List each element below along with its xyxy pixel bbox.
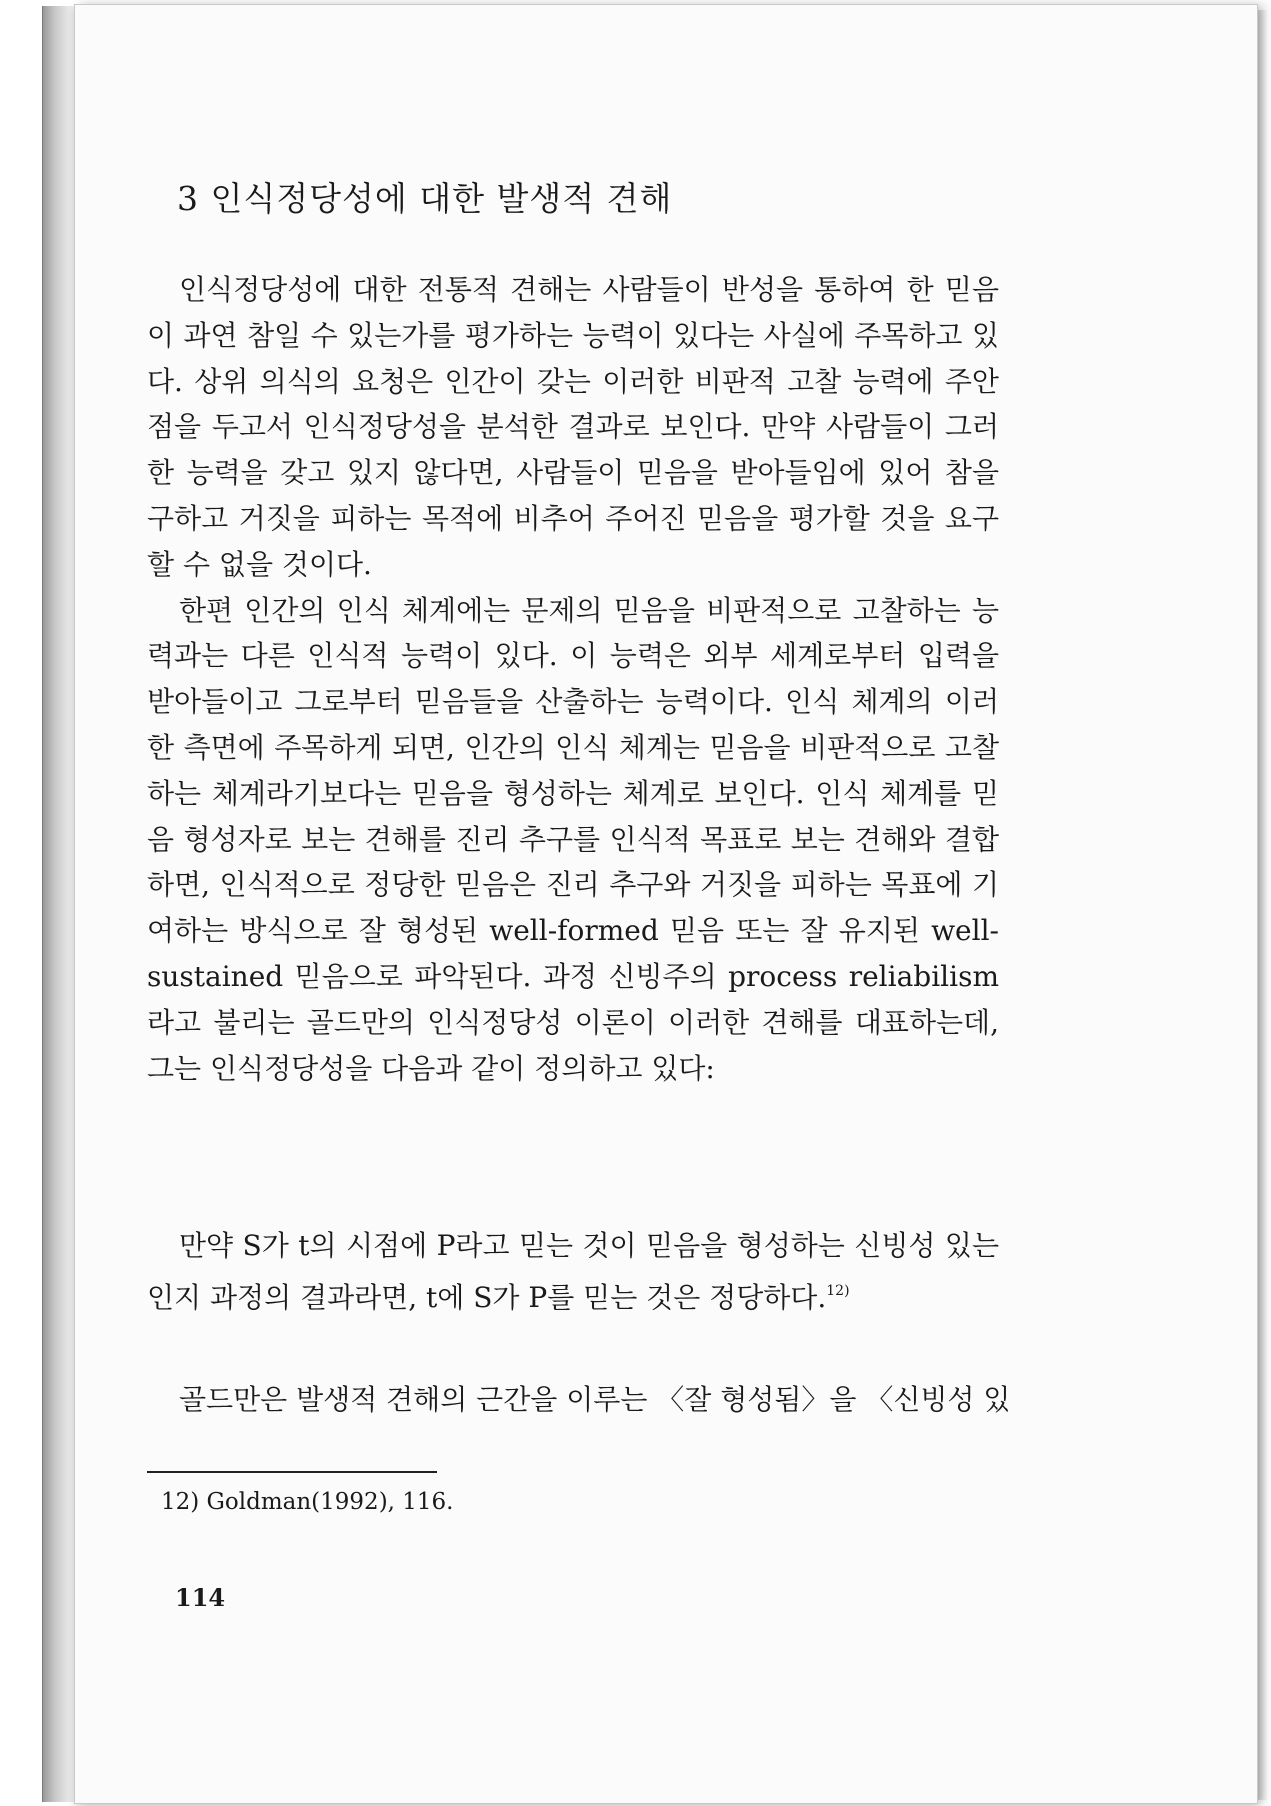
footnote: 12) Goldman(1992), 116. bbox=[161, 1489, 454, 1515]
footnote-divider bbox=[147, 1471, 437, 1473]
book-spine-edge bbox=[42, 6, 77, 1802]
paragraph-3: 골드만은 발생적 견해의 근간을 이루는 〈잘 형성됨〉을 〈신빙성 있 bbox=[179, 1383, 1011, 1416]
page-number: 114 bbox=[175, 1583, 226, 1612]
quote-text: 만약 S가 t의 시점에 P라고 믿는 것이 믿음을 형성하는 신빙성 있는 인지 과정의 결과라면, t에 S가 P를 믿는 것은 정당하다. bbox=[147, 1229, 999, 1314]
block-quote bbox=[147, 1223, 999, 1321]
paragraph-1: 인식정당성에 대한 전통적 견해는 사람들이 반성을 통하여 한 믿음이 과연 참일 수 있는가를 평가하는 능력이 있다는 사실에 주목하고 있다. 상위 의식의 요청은 인간이 갖는 이러한 비판적 고찰 능력에 주안점을 두고서 인식정당성을 분석한 결과로 보인다. 만약 사람들이 그러한 능력을 갖고 있지 않다면, 사람들이 믿음을 받아들임에 있어 참을 구하고 거짓을 피하는 목적에 비추어 주어진 믿음을 평가할 것을 요구할 수 없을 것이다. bbox=[147, 273, 999, 581]
section-title: 3 인식정당성에 대한 발생적 견해 bbox=[177, 179, 673, 218]
body-text bbox=[147, 267, 999, 1091]
paragraph-2: 한편 인간의 인식 체계에는 문제의 믿음을 비판적으로 고찰하는 능력과는 다른 인식적 능력이 있다. 이 능력은 외부 세계로부터 입력을 받아들이고 그로부터 믿음들을 산출하는 능력이다. 인식 체계의 이러한 측면에 주목하게 되면, 인간의 인식 체계는 믿음을 비판적으로 고찰하는 체계라기보다는 믿음을 형성하는 체계로 보인다. 인식 체계를 믿음 형성자로 보는 견해를 진리 추구를 인식적 목표로 보는 견해와 결합하면, 인식적으로 정당한 믿음은 진리 추구와 거짓을 피하는 목표에 기여하는 방식으로 잘 형성된 well-formed 믿음 또는 잘 유지된 well-sustained 믿음으로 파악된다. 과정 신빙주의 process reliabilism라고 불리는 골드만의 인식정당성 이론이 이러한 견해를 대표하는데, 그는 인식정당성을 다음과 같이 정의하고 있다: bbox=[147, 593, 999, 1085]
book-page bbox=[74, 4, 1258, 1804]
footnote-reference: 12) bbox=[826, 1282, 850, 1299]
